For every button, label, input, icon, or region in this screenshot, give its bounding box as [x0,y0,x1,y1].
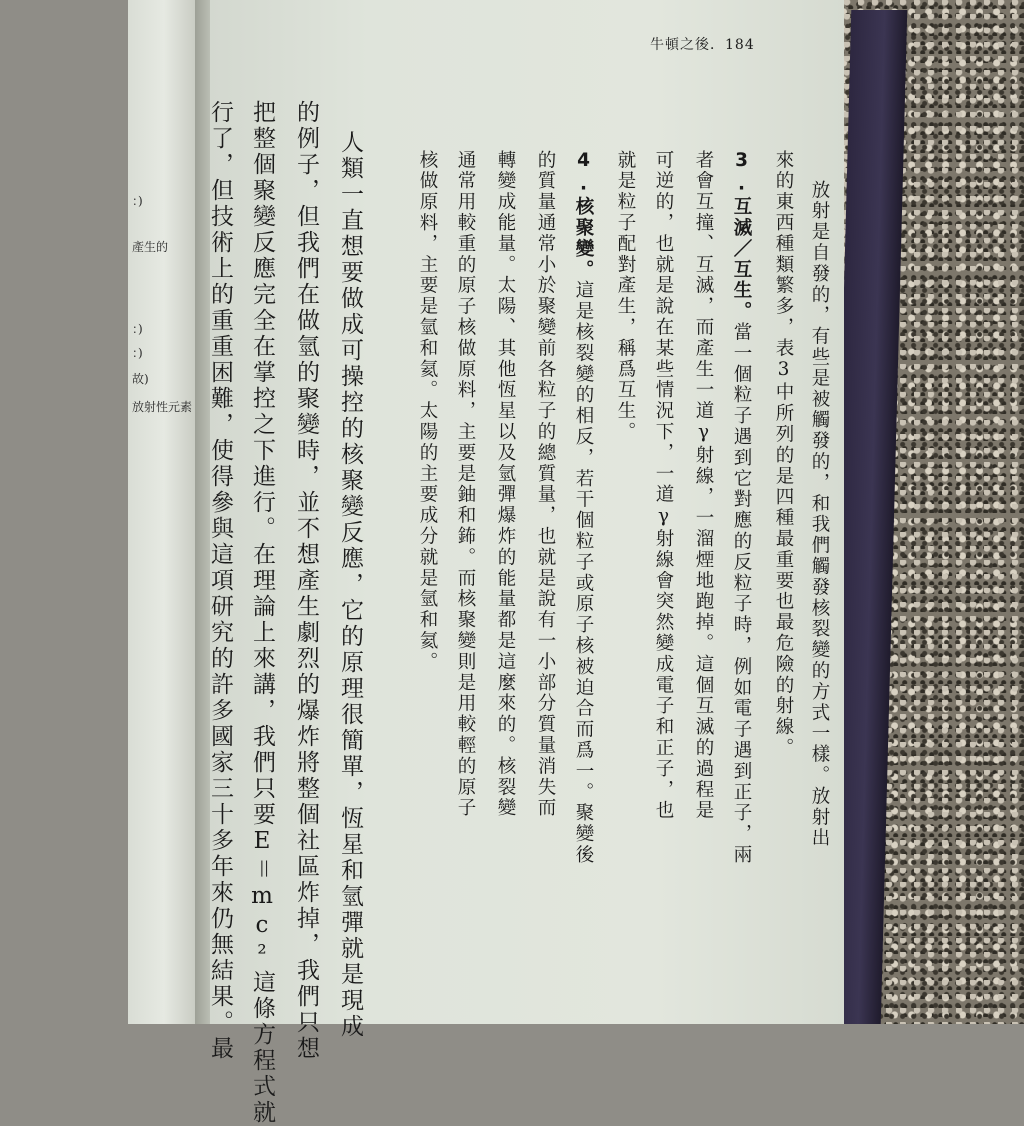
column-text: 這是核裂變的相反，若干個粒子或原子核被迫合而爲一。聚變後 [573,280,594,866]
text-column [806,180,832,849]
left-page-fragment: ：) [132,194,143,208]
text-column [570,150,596,866]
text-column [532,150,558,819]
column-text: 當一個粒子遇到它對應的反粒子時，例如電子遇到正子，兩 [731,322,752,866]
column-text: 來的東西種類繁多，表3中所列的是四種最重要也最危險的射線。 [773,150,794,759]
column-text: 放射是自發的，有些是被觸發的，和我們觸發核裂變的方式一樣。放射出 [809,180,830,849]
left-page-fragment: ：) [132,322,143,336]
running-header: 牛頓之後．184 [650,37,755,53]
left-page-fragment: 產生的 [132,240,169,254]
paragraph-column: 行了，但技術上的重重困難，使得參與這項研究的許多國家三十多年來仍無結果。最 [207,100,233,1062]
section-heading: 4.核聚變。 [573,150,594,281]
text-column [728,150,754,866]
text-column [492,150,518,819]
left-page-fragment: ：) [132,346,143,360]
text-column [690,150,716,821]
left-page-fragment: 放射性元素 [132,400,193,414]
column-text: 可逆的，也就是說在某些情況下，一道γ射線會突然變成電子和正子，也 [653,150,674,822]
left-page-edge [128,0,200,1024]
text-column [770,150,796,759]
left-page-fragment: 故) [132,372,149,386]
column-text: 核做原料，主要是氫和氦。太陽的主要成分就是氫和氦。 [417,150,438,673]
column-text: 的質量通常小於聚變前各粒子的總質量，也就是說有一小部分質量消失而 [535,150,556,819]
text-column [452,150,478,819]
column-text: 轉變成能量。太陽、其他恆星以及氫彈爆炸的能量都是這麼來的。核裂變 [495,150,516,819]
text-column [650,150,676,821]
column-text: 通常用較重的原子核做原料，主要是鈾和鈽。而核聚變則是用較輕的原子 [455,150,476,819]
paragraph-column: 人類一直想要做成可操控的核聚變反應，它的原理很簡單，恆星和氫彈就是現成 [337,130,363,1040]
column-text: 者會互撞、互滅，而產生一道γ射線，一溜煙地跑掉。這個互滅的過程是 [693,150,714,822]
paragraph-column: 的例子，但我們在做氫的聚變時，並不想產生劇烈的爆炸將整個社區炸掉，我們只想 [293,100,319,1062]
section-heading: 3.互滅／互生。 [731,150,752,323]
text-column [612,150,638,443]
paragraph-column: 把整個聚變反應完全在掌控之下進行。在理論上來講，我們只要E＝mc²這條方程式就 [249,100,275,1126]
column-text: 就是粒子配對產生，稱爲互生。 [615,150,636,443]
text-column [414,150,440,673]
